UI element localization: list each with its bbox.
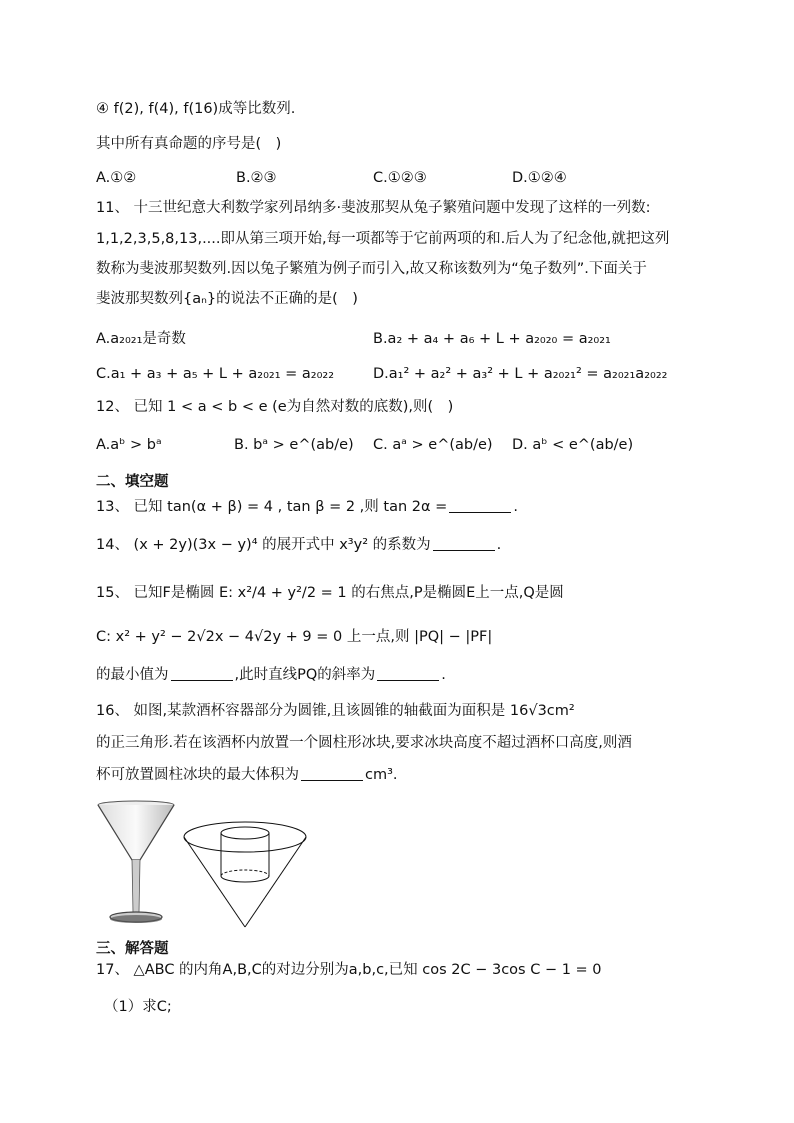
q12-option-b: B. bᵃ > e^(ab/e) — [234, 437, 354, 453]
q15-line-1: 15、 已知F是椭圆 E: x²/4 + y²/2 = 1 的右焦点,P是椭圆E上一点,Q是圆 — [96, 585, 564, 601]
q12-option-d: D. aᵇ < e^(ab/e) — [512, 437, 634, 453]
cone-cylinder-diagram — [180, 820, 310, 930]
q10-option-c: C.①②③ — [373, 170, 427, 186]
q17-sub-1: （1）求C; — [104, 999, 172, 1015]
q12-option-a: A.aᵇ > bᵃ — [96, 437, 162, 453]
q11-option-d: D.a₁² + a₂² + a₃² + L + a₂₀₂₁² = a₂₀₂₁a₂₀₂₂ — [373, 366, 668, 382]
martini-glass-image — [96, 800, 176, 928]
q14-text: 14、 (x + 2y)(3x − y)⁴ 的展开式中 x³y² 的系数为 — [96, 537, 431, 553]
q15-text-2: ,此时直线PQ的斜率为 — [234, 667, 376, 683]
q16-line-2: 的正三角形.若在该酒杯内放置一个圆柱形冰块,要求冰块高度不超过酒杯口高度,则酒 — [96, 735, 632, 751]
q10-option-b: B.②③ — [236, 170, 277, 186]
q11-option-c: C.a₁ + a₃ + a₅ + L + a₂₀₂₁ = a₂₀₂₂ — [96, 366, 335, 382]
q14-end: . — [496, 537, 502, 553]
q16-line-3 — [96, 764, 398, 786]
q13-blank — [449, 498, 511, 513]
q15-end: . — [441, 667, 446, 683]
section-fill-in: 二、填空题 — [96, 474, 169, 490]
q15-line-3 — [96, 664, 446, 686]
q10-option-a: A.①② — [96, 170, 137, 186]
q11-line-1: 11、 十三世纪意大利数学家列昂纳多·斐波那契从兔子繁殖问题中发现了这样的一列数: — [96, 200, 651, 216]
q13-text: 13、 已知 tan(α + β) = 4 , tan β = 2 ,则 tan 2α = — [96, 499, 448, 515]
q17-stem: 17、 △ABC 的内角A,B,C的对边分别为a,b,c,已知 cos 2C − 3cos C − 1 = 0 — [96, 962, 602, 978]
q15-blank-2 — [377, 666, 439, 681]
q11-line-4: 斐波那契数列{aₙ}的说法不正确的是( ) — [96, 291, 358, 307]
q13 — [96, 496, 518, 518]
q15-blank-1 — [171, 666, 233, 681]
q16-unit: cm³. — [365, 767, 398, 783]
q11-line-2: 1,1,2,3,5,8,13,....即从第三项开始,每一项都等于它前两项的和.后人为了纪念他,就把这列 — [96, 231, 670, 247]
q13-end: . — [513, 499, 518, 515]
q11-option-a: A.a₂₀₂₁是奇数 — [96, 331, 186, 347]
proposition-4: ④ f(2), f(4), f(16)成等比数列. — [96, 101, 296, 117]
q16-blank — [301, 766, 363, 781]
q12-stem: 12、 已知 1 < a < b < e (e为自然对数的底数),则( ) — [96, 399, 454, 415]
q15-text-1: 的最小值为 — [96, 667, 169, 683]
question-prompt: 其中所有真命题的序号是( ) — [96, 136, 282, 152]
q11-option-b: B.a₂ + a₄ + a₆ + L + a₂₀₂₀ = a₂₀₂₁ — [373, 331, 611, 347]
section-answer: 三、解答题 — [96, 941, 169, 957]
q11-line-3: 数称为斐波那契数列.因以兔子繁殖为例子而引入,故又称该数列为“兔子数列”.下面关于 — [96, 261, 647, 277]
q16-text: 杯可放置圆柱冰块的最大体积为 — [96, 767, 299, 783]
q12-option-c: C. aᵃ > e^(ab/e) — [373, 437, 493, 453]
q14 — [96, 534, 501, 556]
q10-option-d: D.①②④ — [512, 170, 567, 186]
q14-blank — [433, 536, 495, 551]
q16-line-1: 16、 如图,某款酒杯容器部分为圆锥,且该圆锥的轴截面为面积是 16√3cm² — [96, 703, 575, 719]
q15-line-2: C: x² + y² − 2√2x − 4√2y + 9 = 0 上一点,则 |PQ| − |PF| — [96, 629, 493, 645]
